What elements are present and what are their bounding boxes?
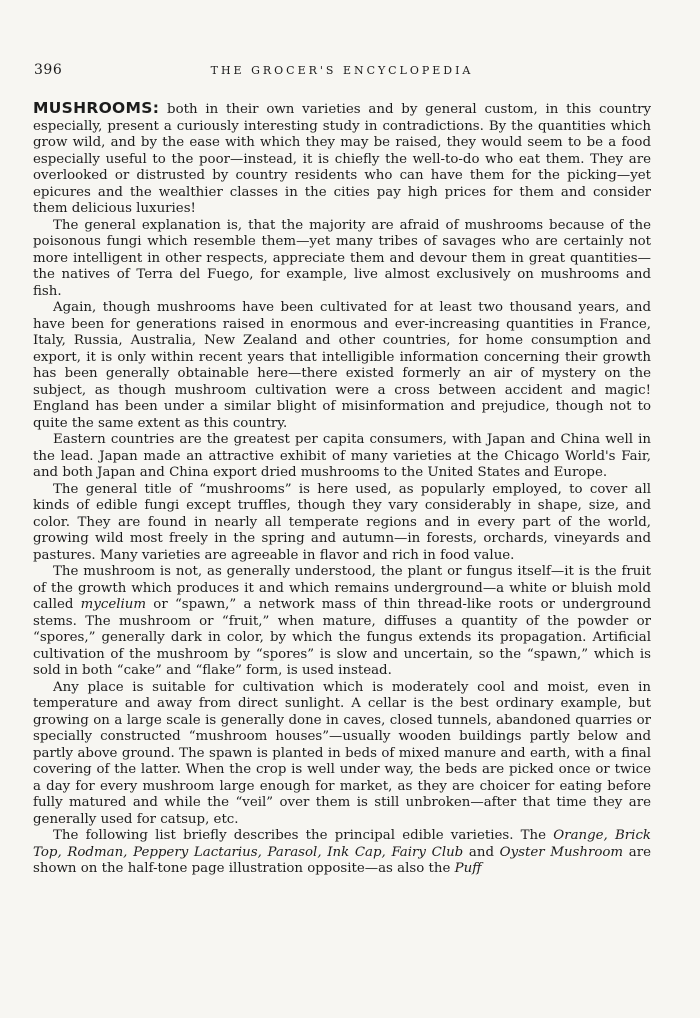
paragraph-8-text-a: The following list briefly describes the principal edible varieties. The — [53, 828, 554, 843]
paragraph-8-text-b: are shown on the half-tone page illustration opposite—as also the — [33, 844, 651, 876]
paragraph-5: The general title of “mushrooms” is here used, as popularly employed, to cover all kinds of edible fungi except truffles, though they vary considerably in shape, size, and color. They are found in nearly all temperate regions and in every part of the world, growing wild most freely in the spring and autumn—in forests, orchards, vineyards and pastures. Many varieties are agreeable in flavor and rich in food value. — [33, 481, 651, 563]
page-number: 396 — [34, 62, 63, 78]
running-title: THE GROCER'S ENCYCLOPEDIA — [210, 64, 474, 77]
paragraph-1 — [33, 100, 651, 218]
body-text — [33, 100, 651, 878]
paragraph-6-text-b: or “spawn,” a network mass of thin thread-like roots or underground stems. The mushroom or “fruit,” when mature, diffuses a quantity of the powder or “spores,” generally dark in color, by which the fungus extends its propagation. Artificial cultivation of the mushroom by “spores” is slow and uncertain, so the “spawn,” which is sold in both “cake” and “flake” form, is used instead. — [33, 597, 651, 678]
paragraph-7: Any place is suitable for cultivation which is moderately cool and moist, even in temperature and away from direct sunlight. A cellar is the best ordinary example, but growing on a large scale is generally done in caves, closed tunnels, abandoned quarries or specially constructed “mushroom houses”—usually wooden buildings partly below and partly above ground. The spawn is planted in beds of mixed manure and earth, with a final covering of the latter. When the crop is well under way, the beds are picked once or twice a day for every mushroom large enough for market, as they are choicer for eating before fully matured and while the “veil” over them is still unbroken—after that time they are generally used for catsup, etc. — [33, 679, 651, 827]
oyster-mushroom-name: Oyster Mushroom — [499, 844, 624, 860]
paragraph-4: Eastern countries are the greatest per capita consumers, with Japan and China well in the lead. Japan made an attractive exhibit of many varieties at the Chicago World's Fair, and both Japan and China export dried mushrooms to the United States and Europe. — [33, 432, 651, 480]
variety-names: Orange, Brick Top, Rodman, Peppery Lactarius, Parasol, Ink Cap, Fairy Club — [33, 828, 652, 860]
entry-heading: MUSHROOMS: — [33, 99, 160, 117]
puff-name: Puff — [454, 861, 482, 876]
paragraph-1-text: both in their own varieties and by general custom, in this country especially, present a curiously interesting study in contradictions. By the quantities which grow wild, and by the ease with which they may be raised, they would seem to be a food especially useful to the poor—instead, it is chiefly the well-to-do who eat them. They are overlooked or distrusted by country residents who can have them for the picking—yet epicures and the wealthier classes in the cities pay high prices for them and consider them delicious luxuries! — [33, 102, 652, 216]
page-header — [34, 62, 650, 82]
paragraph-8 — [33, 828, 651, 878]
paragraph-6-text-a: The mushroom is not, as generally understood, the plant or fungus itself—it is the fruit of the growth which produces it and which remains underground—a white or bluish mold called — [33, 564, 651, 612]
paragraph-6 — [33, 564, 651, 680]
paragraph-8-and: and — [463, 844, 500, 860]
paragraph-3: Again, though mushrooms have been cultivated for at least two thousand years, and have been for generations raised in enormous and ever-increasing quantities in France, Italy, Russia, Australia, New Zealand and other countries, for home consumption and export, it is only within recent years that intelligible information concerning their growth has been generally obtainable here—there existed formerly an air of mystery on the subject, as though mushroom cultivation were a cross between accident and magic! England has been under a similar blight of misinformation and prejudice, though not to quite the same extent as this country. — [33, 300, 651, 431]
mycelium-term: mycelium — [80, 597, 147, 612]
paragraph-2: The general explanation is, that the majority are afraid of mushrooms because of the poisonous fungi which resemble them—yet many tribes of savages who are certainly not more intelligent in other respects, appreciate them and devour them in great quantities—the natives of Terra del Fuego, for example, live almost exclusively on mushrooms and fish. — [33, 217, 651, 299]
